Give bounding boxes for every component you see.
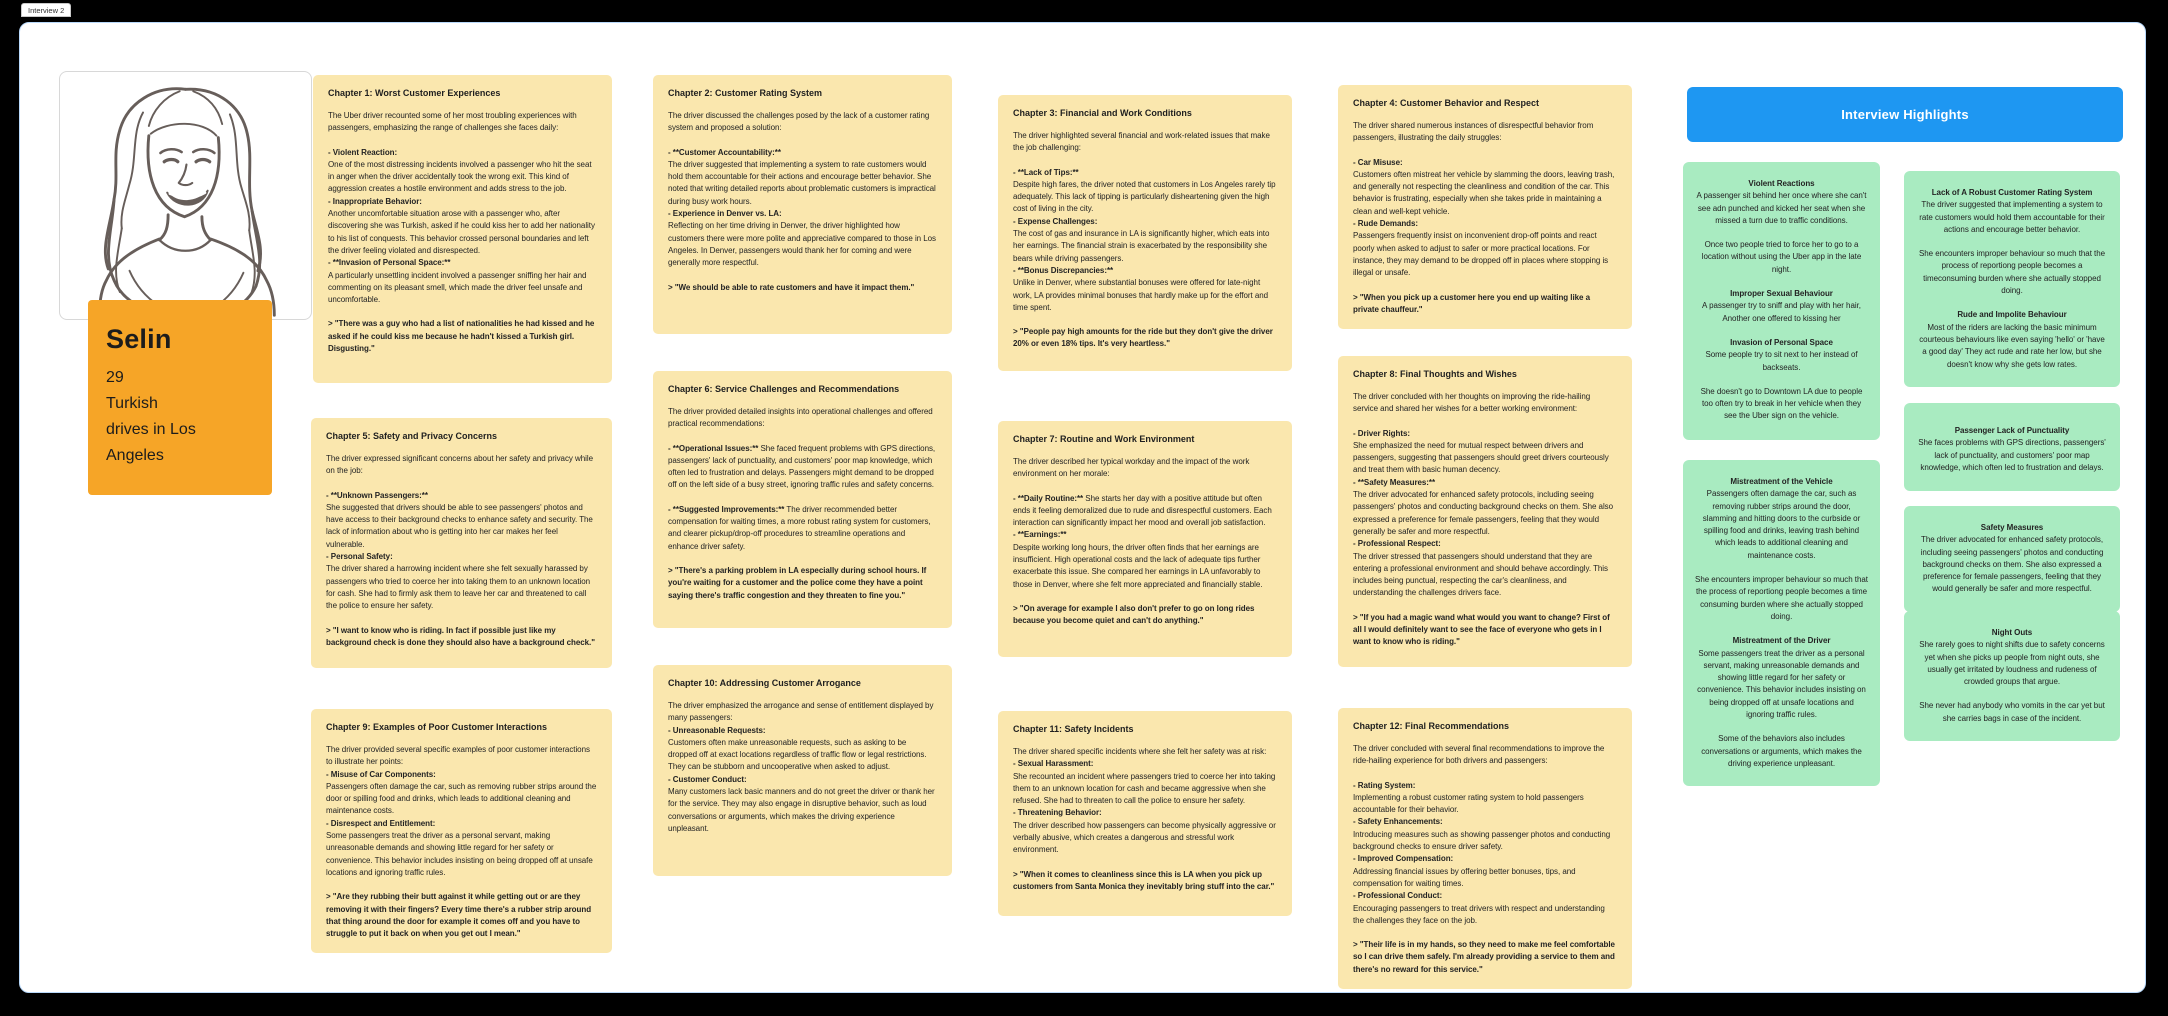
chapter-text-line: - Disrespect and Entitlement:	[326, 818, 436, 828]
chapter-text-line: The driver shared specific incidents where she felt her safety was at risk:	[1013, 747, 1267, 756]
chapter-text-line: - Rude Demands:	[1353, 219, 1419, 229]
chapter-text-line: > "I want to know who is riding. In fact if possible just like my background check is done they should also have a background check."	[326, 625, 595, 647]
chapter-text-line: The driver described her typical workday and the impact of the work environment on her morale:	[1013, 457, 1250, 479]
chapter-text-line: A particularly unsettling incident involved a passenger sniffing her hair and commenting on its pleasant smell, which made the driver feel unsafe and uncomfortable.	[328, 270, 587, 305]
highlight-text-line: Once two people tried to force her to go to a location without using the Uber app in the late night.	[1701, 240, 1862, 274]
chapter-text-line: The Uber driver recounted some of her most troubling experiences with passengers, emphasizing the range of challenges she faces daily:	[328, 111, 577, 133]
chapter-card-8[interactable]	[1338, 356, 1632, 667]
chapter-text-line: > "There's a parking problem in LA especially during school hours. If you're waiting for a customer and the police come they have a point saying there's traffic congestion and they threaten to fine you."	[668, 565, 927, 600]
chapter-card-6[interactable]	[653, 371, 952, 628]
chapter-text-line: - Rating System:	[1353, 780, 1416, 790]
chapter-text-line: > "When you pick up a customer here you end up waiting like a private chauffeur."	[1353, 292, 1591, 314]
persona-info-card[interactable]	[88, 300, 272, 495]
board-tab[interactable]	[21, 3, 71, 17]
chapter-text-line: The driver advocated for enhanced safety protocols, including seeing passengers' photos and conducting background checks on them. She also expressed a preference for female passengers, feeling that they would generally be safer and more respectful.	[1353, 490, 1614, 536]
highlight-text-line: Improper Sexual Behaviour	[1730, 289, 1833, 299]
chapter-text-line: - Professional Conduct:	[1353, 891, 1443, 901]
chapter-text-line: The driver described how passengers can become physically aggressive or verbally abusive, which creates a dangerous and stressful work environment.	[1013, 820, 1276, 855]
chapter-card-9[interactable]	[311, 709, 612, 953]
chapter-card-3[interactable]	[998, 95, 1292, 371]
chapter-text-line: The driver provided detailed insights into operational challenges and offered practical recommendations:	[668, 407, 933, 429]
chapter-text-line: - **Invasion of Personal Space:**	[328, 258, 451, 268]
highlight-text-line: Lack of A Robust Customer Rating System	[1931, 188, 2093, 197]
persona-portrait-illustration	[60, 72, 311, 319]
highlight-card-4[interactable]	[1904, 403, 2120, 491]
highlight-text-line: Night Outs	[1991, 628, 2033, 637]
chapter-text-line: Another uncomfortable situation arose with a passenger who, after discovering she was Turkish, asked if he could kiss her to add her nationality to his list of conquests. This behavior crossed personal boundaries and left the driver feeling violated and disrespected.	[328, 209, 595, 255]
chapter-text-line: The driver emphasized the arrogance and sense of entitlement displayed by many passengers:	[668, 701, 934, 723]
chapter-title: Chapter 3: Financial and Work Conditions	[1013, 108, 1192, 118]
chapter-text-line: > "There was a guy who had a list of nationalities he had kissed and he asked if he could kiss me because he hadn't kissed a Turkish girl. Disgusting."	[328, 319, 595, 354]
chapter-title: Chapter 4: Customer Behavior and Respect	[1353, 98, 1540, 108]
chapter-text-line: Unlike in Denver, where substantial bonuses were offered for late-night work, LA provides minimal bonuses that hardly make up for the effort and time spent.	[1013, 278, 1269, 312]
chapter-text-line: Customers often mistreat her vehicle by slamming the doors, leaving trash, and generally not respecting the cleanliness and condition of the car. This behavior is frustrating, especially when she takes pride in maintaining a clean and well-kept vehicle.	[1353, 169, 1615, 216]
chapter-card-10[interactable]	[653, 665, 952, 876]
chapter-title: Chapter 1: Worst Customer Experiences	[328, 88, 501, 98]
chapter-text-line: She emphasized the need for mutual respect between drivers and passengers, suggesting that passengers should greet drivers courteously and treat them with basic human decency.	[1353, 440, 1609, 475]
chapter-text-line: The driver provided several specific examples of poor customer interactions to illustrate her points:	[326, 745, 590, 767]
chapter-text-line: Despite high fares, the driver noted that customers in Los Angeles rarely tip adequately. This lack of tipping is particularly disheartening given the high cost of living in the city.	[1013, 179, 1276, 214]
chapter-text-line: - Misuse of Car Components:	[326, 769, 436, 779]
highlight-text-line: She encounters improper behaviour so much that the process of reportiong people becomes a time consuming burden where she actually stopped doing.	[1695, 575, 1868, 621]
highlight-text-line: She rarely goes to night shifts due to safety concerns yet when she picks up people from night outs, she usually get irritated by loudness and rudeness of crowded groups that argue.	[1919, 640, 2105, 687]
highlight-card-2[interactable]	[1683, 460, 1880, 786]
chapter-text-line: The driver shared a harrowing incident where she felt sexually harassed by passengers who tried to coerce her into taking them to an unknown location for cash. She had to firmly ask them to leave her car and threatened to call the police to ensure her safety.	[326, 564, 591, 611]
highlight-text-line: She doesn't go to Downtown LA due to people too often try to break in her vehicle when they see the Uber sign on the vehicle.	[1700, 386, 1863, 421]
highlight-text-line: Some passengers treat the driver as a personal servant, making unreasonable demands and showing little regard for her safety or convenience. This behavior includes insisting on being dropped off at unsafe locations and ignoring traffic rules.	[1697, 648, 1866, 720]
chapter-text-line: - Customer Conduct:	[668, 774, 747, 784]
chapter-title: Chapter 8: Final Thoughts and Wishes	[1353, 369, 1517, 379]
chapter-text-line: Despite working long hours, the driver often finds that her earnings are insufficient. High operational costs and the lack of adequate tips further exacerbate this issue. She compared her earnings in LA unfavorably to those in Denver, where she felt more appreciated and financially stable.	[1013, 542, 1263, 589]
highlight-text-line: The driver advocated for enhanced safety protocols, including seeing passengers' photos and conducting background checks on them. She also expressed a preference for female passengers, feeling that they would generally be safer and more respectful.	[1920, 535, 2104, 594]
persona-age: 29	[106, 369, 124, 386]
chapter-text-line: Passengers often damage the car, such as removing rubber strips around the door or spilling food and drinks, which leads to additional cleaning and maintenance costs.	[326, 781, 597, 816]
chapter-text-line: > "When it comes to cleanliness since this is LA when you pick up customers from Santa Monica they inevitably bring stuff into the car."	[1013, 869, 1275, 891]
persona-nationality: Turkish	[106, 395, 158, 412]
highlight-text-line: Mistreatment of the Vehicle	[1730, 477, 1833, 486]
chapter-text-line: She suggested that drivers should be able to see passengers' photos and have access to their background checks to enhance safety and security. The lack of information about who is getting into her car makes her feel vulnerable.	[326, 502, 593, 549]
chapter-text-line: Encouraging passengers to treat drivers with respect and understanding the challenges they face on the job.	[1353, 903, 1605, 925]
chapter-text-line: - **Operational Issues:** She faced frequent problems with GPS directions, passengers' lack of punctuality, and customers' poor map knowledge, which often led to frustration and delays. Passengers might demand to be dropped off on the left side of a busy street, ignoring traffic rules and safety concerns.	[668, 443, 936, 490]
chapter-text-line: Introducing measures such as showing passenger photos and conducting background checks to ensure driver safety.	[1353, 829, 1611, 852]
chapter-text-line: > "If you had a magic wand what would you want to change? First of all I would definitely want to see the face of everyone who gets in I want to know who is riding."	[1353, 612, 1610, 647]
highlight-text-line: She faces problems with GPS directions, passengers' lack of punctuality, and customers' poor map knowledge, which often led to frustration and delays.	[1918, 438, 2106, 472]
chapter-text-line: She recounted an incident where passengers tried to coerce her into taking them to an unknown location for cash and became aggressive when she refused. She had to threaten to call the police to ensure her safety.	[1013, 771, 1276, 806]
chapter-text-line: - Professional Respect:	[1353, 539, 1441, 549]
highlight-card-1[interactable]	[1683, 162, 1880, 440]
chapter-title: Chapter 2: Customer Rating System	[668, 88, 823, 98]
chapter-text-line: The driver highlighted several financial and work-related issues that make the job challenging:	[1013, 131, 1270, 153]
chapter-text-line: > "Their life is in my hands, so they need to make me feel comfortable so I can drive them safely. I'm already providing a service to them and there's no reward for this service."	[1353, 940, 1615, 974]
chapter-text-line: Passengers frequently insist on inconvenient drop-off points and react poorly when asked to adjust to safer or more practical locations. For instance, they may demand to be dropped off in places where stopping is illegal or unsafe.	[1353, 231, 1609, 278]
chapter-card-12[interactable]	[1338, 708, 1632, 989]
chapter-text-line: - **Customer Accountability:**	[668, 147, 781, 157]
interview-highlights-title: Interview Highlights	[1841, 107, 1969, 122]
highlight-card-5[interactable]	[1904, 506, 2120, 612]
chapter-title: Chapter 10: Addressing Customer Arrogance	[668, 678, 861, 688]
chapter-text-line: The driver expressed significant concerns about her safety and privacy while on the job:	[326, 454, 594, 476]
chapter-text-line: - Threatening Behavior:	[1013, 808, 1102, 818]
highlight-text-line: Most of the riders are lacking the basic minimum courteous behaviours like even saying 'hello' or 'have a good day' They act rude and rate her low, but she doesn't know why she gets low rates.	[1919, 322, 2105, 369]
chapter-text-line: - Personal Safety:	[326, 552, 393, 562]
chapter-text-line: - Improved Compensation:	[1353, 854, 1454, 864]
highlight-text-line: Some people try to sit next to her instead of backseats.	[1705, 350, 1858, 372]
chapter-text-line: Addressing financial issues by offering better bonuses, tips, and compensation for waiting times.	[1353, 866, 1576, 888]
chapter-title: Chapter 12: Final Recommendations	[1353, 721, 1510, 731]
chapter-text-line: Implementing a robust customer rating system to hold passengers accountable for their behavior.	[1353, 792, 1584, 815]
chapter-card-2[interactable]	[653, 75, 952, 334]
board-tab-label: Interview 2	[28, 6, 65, 15]
chapter-text-line: The driver discussed the challenges posed by the lack of a customer rating system and proposed a solution:	[668, 111, 930, 133]
chapter-text-line: > "On average for example I also don't prefer to go on long rides because you become quiet and can't do anything."	[1013, 603, 1255, 626]
chapter-text-line: > "People pay high amounts for the ride but they don't give the driver 20% or even 18% tips. It's very heartless."	[1013, 327, 1273, 349]
chapter-text-line: - Unreasonable Requests:	[668, 725, 766, 735]
highlight-text-line: Mistreatment of the Driver	[1732, 636, 1831, 646]
chapter-card-11[interactable]	[998, 711, 1292, 916]
highlight-text-line: She never had anybody who vomits in the car yet but she carries bags in case of the incident.	[1919, 701, 2105, 723]
chapter-card-5[interactable]	[311, 418, 612, 668]
highlight-text-line: Violent Reactions	[1748, 179, 1815, 188]
chapter-text-line: Reflecting on her time driving in Denver, the driver highlighted how customers there were more polite and appreciative compared to those in Los Angeles. In Denver, passengers would thank her for coming and were generally more respectful.	[668, 221, 937, 268]
highlight-text-line: Rude and Impolite Behaviour	[1957, 310, 2067, 320]
chapter-title: Chapter 9: Examples of Poor Customer Interactions	[326, 722, 548, 732]
persona-photo-card[interactable]	[59, 71, 312, 320]
persona-name: Selin	[106, 324, 172, 354]
chapter-text-line: - Inappropriate Behavior:	[328, 196, 422, 206]
interview-highlights-header[interactable]	[1687, 87, 2123, 142]
chapter-text-line: - Sexual Harassment:	[1013, 759, 1094, 769]
whiteboard-canvas	[19, 22, 2146, 993]
chapter-text-line: - **Daily Routine:** She starts her day with a positive attitude but often ends it feeling demoralized due to rude and disrespectful customers. Each interaction can significantly impact her mood and overall job satisfaction.	[1013, 493, 1272, 528]
chapter-text-line: - **Lack of Tips:**	[1013, 167, 1079, 177]
chapter-text-line: Customers often make unreasonable requests, such as asking to be dropped off at exact locations regardless of traffic flow or legal restrictions. They can be stubborn and uncooperative when asked to adjust.	[668, 737, 927, 772]
chapter-text-line: - Safety Enhancements:	[1353, 817, 1443, 827]
chapter-text-line: > "Are they rubbing their butt against it while getting out or are they removing it with their fingers? Every time there's a rubber strip around that thing around the door for example it comes off and you have to struggle to put it back on when you get out I mean."	[326, 892, 592, 939]
highlight-text-line: A passenger sit behind her once where she can't see adn punched and kicked her seat when she missed a turn due to traffic conditions.	[1696, 191, 1867, 225]
chapter-text-line: - Violent Reaction:	[328, 147, 398, 157]
chapter-text-line: - Driver Rights:	[1353, 428, 1410, 438]
chapter-card-7[interactable]	[998, 421, 1292, 657]
chapter-text-line: - **Safety Measures:**	[1353, 477, 1436, 487]
highlight-text-line: Passengers often damage the car, such as removing rubber strips around the door, slamming and hitting doors to the curbside or spilling food and drinks, leaving trash behind which leads to additional cleaning and maintenance costs.	[1702, 489, 1861, 560]
chapter-text-line: - **Earnings:**	[1013, 530, 1067, 540]
chapter-text-line: The driver suggested that implementing a system to rate customers would hold them accountable for their actions and encourage better behavior. She noted that writing detailed reports about problematic customers is impractical during busy work hours.	[668, 159, 936, 206]
chapter-text-line: - Experience in Denver vs. LA:	[668, 209, 782, 219]
chapter-card-4[interactable]	[1338, 85, 1632, 329]
highlight-text-line: Invasion of Personal Space	[1730, 337, 1833, 347]
chapter-text-line: The cost of gas and insurance in LA is significantly higher, which eats into her earnings. The financial strain is exacerbated by the responsibility she bears while driving passengers.	[1013, 229, 1270, 263]
chapter-card-1[interactable]	[313, 75, 612, 383]
persona-occupation: drives in Los Angeles	[106, 421, 196, 464]
chapter-title: Chapter 5: Safety and Privacy Concerns	[326, 431, 498, 441]
highlight-text-line: She encounters improper behaviour so much that the process of reportiong people becomes a timeconsuming burden where she actually stopped doing.	[1918, 249, 2106, 296]
chapter-text-line: - Car Misuse:	[1353, 157, 1403, 167]
chapter-text-line: - Expense Challenges:	[1013, 216, 1098, 226]
chapter-text-line: Many customers lack basic manners and do not greet the driver or thank her for the service. They may also engage in disruptive behavior, such as loud conversations or arguments, which makes the driving experience unpleasant.	[668, 787, 935, 833]
chapter-text-line: Some passengers treat the driver as a personal servant, making unreasonable demands and showing little regard for her safety or convenience. This behavior includes insisting on being dropped off at unsafe locations and ignoring traffic rules.	[326, 831, 593, 877]
chapter-text-line: - **Bonus Discrepancies:**	[1013, 265, 1114, 275]
highlight-text-line: Some of the behaviors also includes conversations or arguments, which makes the driving experience unpleasant.	[1701, 734, 1862, 768]
chapter-title: Chapter 7: Routine and Work Environment	[1013, 434, 1195, 444]
chapter-text-line: - **Unknown Passengers:**	[326, 490, 428, 500]
chapter-text-line: > "We should be able to rate customers and have it impact them."	[668, 282, 915, 292]
highlight-card-3[interactable]	[1904, 171, 2120, 387]
chapter-text-line: The driver shared numerous instances of disrespectful behavior from passengers, illustrating the daily struggles:	[1353, 121, 1594, 143]
chapter-title: Chapter 6: Service Challenges and Recommendations	[668, 384, 900, 394]
chapter-text-line: One of the most distressing incidents involved a passenger who hit the seat in anger when the driver accidentally took the wrong exit. This kind of aggression creates a hostile environment and adds stress to the job.	[328, 159, 592, 194]
chapter-text-line: - **Suggested Improvements:** The driver recommended better compensation for waiting times, a more robust rating system for customers, and clearer pickup/drop-off procedures to streamline operations and enhance driver safety.	[668, 504, 931, 551]
highlight-card-6[interactable]	[1904, 611, 2120, 741]
highlight-text-line: The driver suggested that implementing a system to rate customers would hold them accountable for their actions and encourage better behavior.	[1919, 200, 2105, 234]
chapter-text-line: The driver concluded with her thoughts on improving the ride-hailing service and shared her wishes for a better working environment:	[1353, 392, 1591, 414]
chapter-text-line: The driver stressed that passengers should understand that they are entering a professional environment and should behave accordingly. This includes being punctual, respecting the car's cleanliness, and understanding the challenges drivers face.	[1353, 551, 1608, 598]
chapter-text-line: The driver concluded with several final recommendations to improve the ride-hailing experience for both drivers and passengers:	[1353, 744, 1605, 766]
highlight-text-line: Passenger Lack of Punctuality	[1954, 426, 2070, 435]
highlight-text-line: A passenger try to sniff and play with her hair, Another one offered to kissing her	[1702, 301, 1861, 323]
highlight-text-line: Safety Measures	[1980, 523, 2044, 532]
chapter-title: Chapter 11: Safety Incidents	[1013, 724, 1134, 734]
